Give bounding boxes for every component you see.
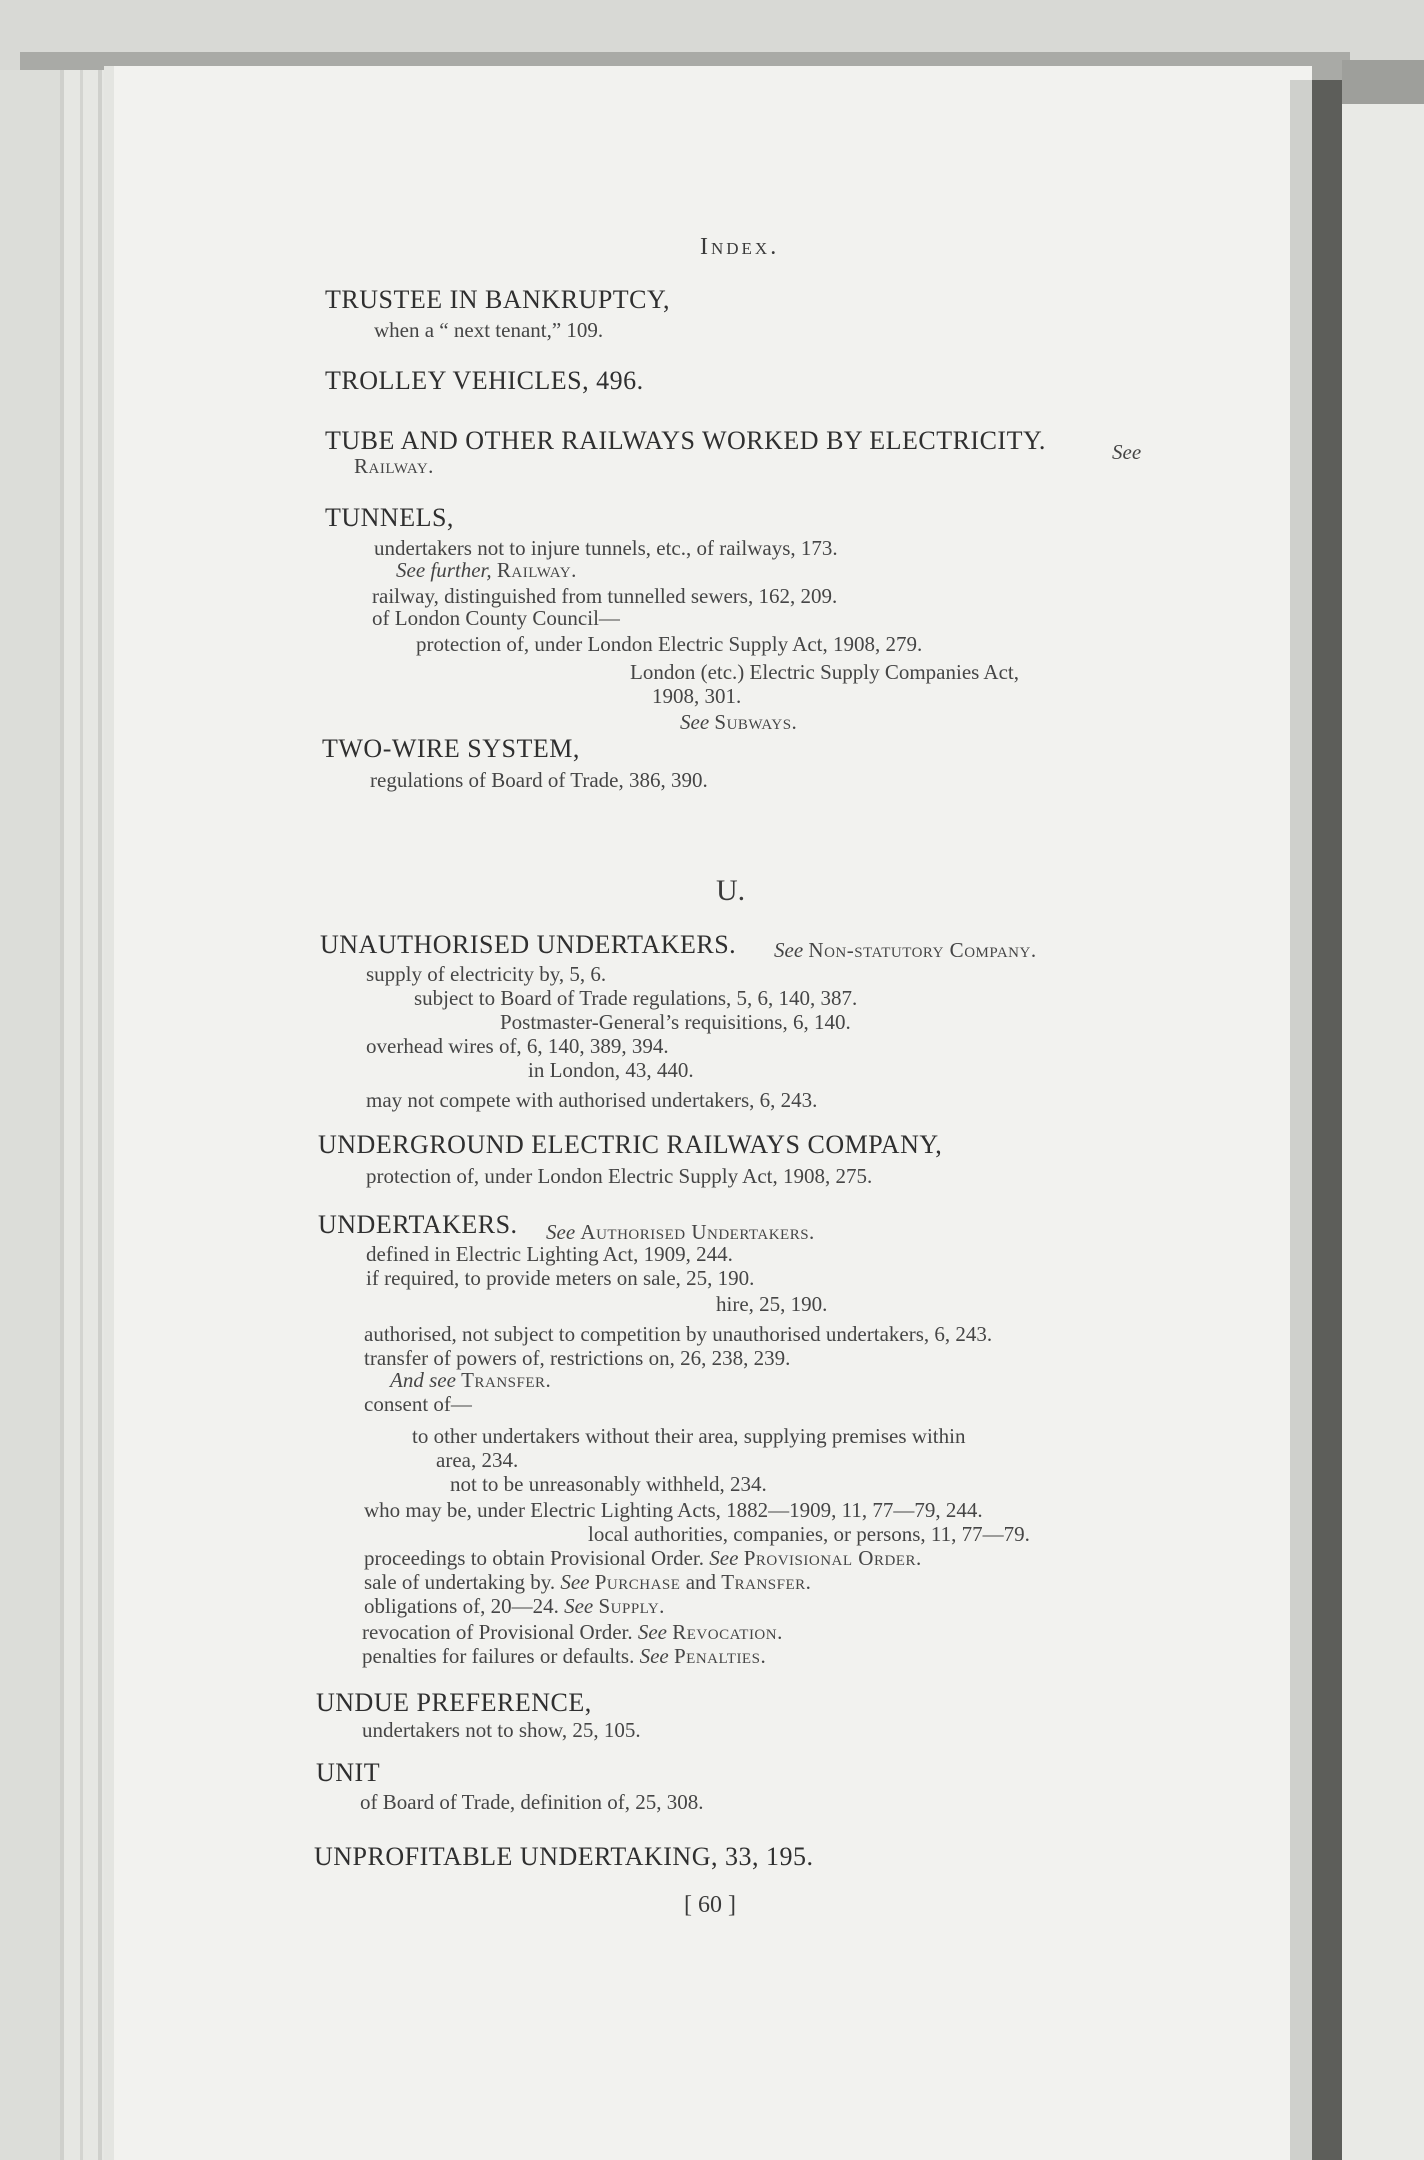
entry-heading-tunnels: TUNNELS, bbox=[325, 503, 454, 532]
facing-page bbox=[1342, 100, 1424, 2160]
entry-heading-unit: UNIT bbox=[316, 1758, 381, 1787]
entry-subline: regulations of Board of Trade, 386, 390. bbox=[370, 768, 708, 792]
entry-subline: of Board of Trade, definition of, 25, 308. bbox=[360, 1790, 704, 1814]
entry-subline: to other undertakers without their area, supplying premises within bbox=[412, 1424, 966, 1448]
cross-reference: Railway. bbox=[354, 454, 434, 478]
cross-reference: Supply. bbox=[598, 1594, 665, 1618]
entry-subline: area, 234. bbox=[436, 1448, 519, 1472]
see-label: See bbox=[639, 1644, 669, 1668]
see-label: See bbox=[560, 1570, 590, 1594]
entry-subline: railway, distinguished from tunnelled sewers, 162, 209. bbox=[372, 584, 838, 608]
cross-reference: Provisional Order. bbox=[743, 1546, 922, 1570]
entry-see-ref bbox=[774, 938, 1037, 963]
entry-subline: overhead wires of, 6, 140, 389, 394. bbox=[366, 1034, 669, 1058]
entry-subline: local authorities, companies, or persons, 11, 77—79. bbox=[588, 1522, 1030, 1546]
cross-reference: Transfer. bbox=[461, 1368, 552, 1392]
cross-reference: Transfer. bbox=[721, 1570, 812, 1594]
entry-subline: undertakers not to injure tunnels, etc., of railways, 173. bbox=[374, 536, 838, 560]
entry-subline-see bbox=[364, 1546, 922, 1571]
entry-subline: authorised, not subject to competition by unauthorised undertakers, 6, 243. bbox=[364, 1322, 993, 1346]
see-label: See bbox=[637, 1620, 668, 1644]
see-label: See bbox=[709, 1546, 739, 1570]
entry-subline: supply of electricity by, 5, 6. bbox=[366, 962, 607, 986]
entry-subline-see bbox=[364, 1570, 811, 1595]
entry-heading-undue: UNDUE PREFERENCE, bbox=[316, 1688, 592, 1717]
cross-reference: Purchase bbox=[594, 1570, 681, 1594]
entry-subline-see bbox=[364, 1594, 665, 1619]
entry-text: obligations of, 20—24. bbox=[364, 1594, 559, 1618]
entry-subline-see bbox=[362, 1620, 783, 1645]
entry-subline: in London, 43, 440. bbox=[528, 1058, 694, 1082]
entry-text: and bbox=[685, 1570, 717, 1594]
entry-subline: protection of, under London Electric Supply Act, 1908, 275. bbox=[366, 1164, 873, 1188]
cross-reference: Non-statutory Company. bbox=[808, 938, 1037, 962]
section-letter: U. bbox=[716, 874, 746, 907]
entry-subline-and-see bbox=[390, 1368, 551, 1393]
entry-heading-two-wire: TWO-WIRE SYSTEM, bbox=[322, 734, 580, 763]
entry-subline: protection of, under London Electric Supply Act, 1908, 279. bbox=[416, 632, 923, 656]
cross-reference: Authorised Undertakers. bbox=[580, 1220, 815, 1244]
entry-subline: transfer of powers of, restrictions on, 26, 238, 239. bbox=[364, 1346, 791, 1370]
page-number: [ 60 ] bbox=[684, 1892, 736, 1918]
entry-text: proceedings to obtain Provisional Order. bbox=[364, 1546, 705, 1570]
entry-text: penalties for failures or defaults. bbox=[362, 1644, 635, 1668]
see-label: And see bbox=[390, 1368, 456, 1392]
entry-heading-undertakers: UNDERTAKERS. bbox=[318, 1210, 518, 1239]
entry-text: revocation of Provisional Order. bbox=[362, 1620, 633, 1644]
entry-text: sale of undertaking by. bbox=[364, 1570, 556, 1594]
entry-subline: Postmaster-General’s requisitions, 6, 140. bbox=[500, 1010, 851, 1034]
entry-subline: of London County Council— bbox=[372, 606, 620, 630]
entry-subline: if required, to provide meters on sale, 25, 190. bbox=[366, 1266, 755, 1290]
entry-subline: London (etc.) Electric Supply Companies Act, bbox=[630, 660, 1019, 684]
cross-reference: Railway. bbox=[496, 558, 577, 582]
entry-subline: who may be, under Electric Lighting Acts, 1882—1909, 11, 77—79, 244. bbox=[364, 1498, 983, 1522]
entry-heading-tube bbox=[325, 426, 1046, 456]
entry-subline-see bbox=[362, 1644, 766, 1669]
cross-reference: Subways. bbox=[714, 710, 798, 734]
entry-subline-see-further bbox=[396, 558, 577, 583]
book-spine-dark bbox=[1312, 80, 1342, 2160]
cross-reference: Penalties. bbox=[673, 1644, 767, 1668]
entry-heading-text: TUBE AND OTHER RAILWAYS WORKED BY ELECTRICITY. bbox=[325, 426, 1046, 455]
see-label: See bbox=[546, 1220, 576, 1244]
see-label: See bbox=[774, 938, 804, 962]
running-head: Index. bbox=[700, 234, 780, 260]
entry-heading-unprofitable: UNPROFITABLE UNDERTAKING, 33, 195. bbox=[314, 1842, 814, 1871]
entry-subline: consent of— bbox=[364, 1392, 472, 1416]
cross-reference: Revocation. bbox=[672, 1620, 783, 1644]
see-label: See further, bbox=[396, 558, 492, 582]
see-label: See bbox=[1112, 440, 1142, 464]
entry-subline: when a “ next tenant,” 109. bbox=[374, 318, 604, 342]
entry-heading-underground: UNDERGROUND ELECTRIC RAILWAYS COMPANY, bbox=[318, 1130, 943, 1159]
entry-heading-trustee: TRUSTEE IN BANKRUPTCY, bbox=[325, 285, 670, 314]
entry-subline-see bbox=[680, 710, 797, 735]
entry-subline: may not compete with authorised undertakers, 6, 243. bbox=[366, 1088, 818, 1112]
entry-subline: subject to Board of Trade regulations, 5, 6, 140, 387. bbox=[414, 986, 858, 1010]
entry-subline: not to be unreasonably withheld, 234. bbox=[450, 1472, 767, 1496]
entry-subline: undertakers not to show, 25, 105. bbox=[362, 1718, 641, 1742]
see-label: See bbox=[564, 1594, 594, 1618]
entry-heading-unauthorised: UNAUTHORISED UNDERTAKERS. bbox=[320, 930, 737, 959]
see-label: See bbox=[680, 710, 710, 734]
entry-subline: defined in Electric Lighting Act, 1909, 244. bbox=[366, 1242, 733, 1266]
entry-subline: 1908, 301. bbox=[652, 684, 742, 708]
entry-subline: hire, 25, 190. bbox=[716, 1292, 828, 1316]
entry-heading-trolley: TROLLEY VEHICLES, 496. bbox=[325, 366, 644, 395]
